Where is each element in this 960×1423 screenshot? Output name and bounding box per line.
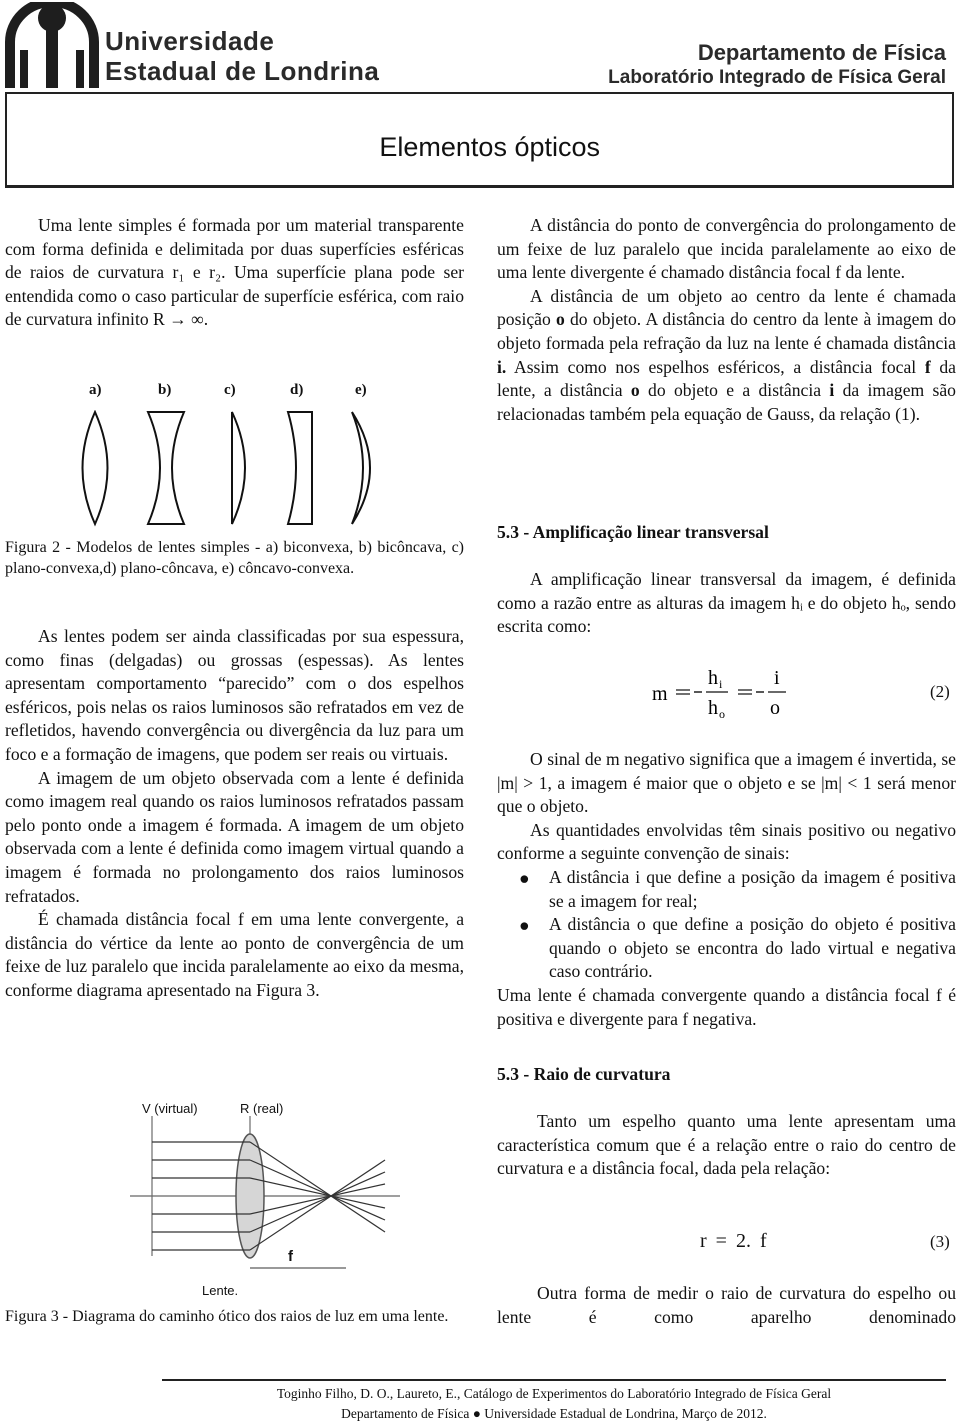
real-virtual-image-paragraph: A imagem de um objeto observada com a lente é definida como imagem real quando os raios luminosos refratados passam pelo ponto onde a imagem é formada. A imagem de um objeto observada com a lente é definida como imagem virtual quando a imagem é formada no prolongamento dos raios luminosos refratados. — [5, 767, 464, 906]
footer-department: Departamento de Física ● Universidade Estadual de Londrina, Março de 2012. — [341, 1406, 767, 1421]
plano-convex-lens — [232, 412, 245, 524]
lens-label-c: c) — [224, 382, 236, 398]
magnification-formula — [652, 664, 802, 724]
curvature-block — [497, 1110, 956, 1181]
left-column-body — [5, 625, 464, 1003]
university-name — [105, 26, 379, 86]
divergent-focal-paragraph: A distância do ponto de convergência do prolongamento de um feixe de luz paralelo que incida paralelamente ao eixo de uma lente divergente é chamado distância focal f da lente. — [497, 215, 956, 283]
bullet-icon: ● — [519, 867, 530, 888]
plano-concave-lens — [288, 412, 312, 524]
title-box — [5, 92, 954, 188]
page-title: Elementos ópticos — [379, 132, 600, 162]
footer-rule — [162, 1379, 946, 1381]
negative-m-paragraph: O sinal de m negativo significa que a imagem é invertida, se |m| > 1, a imagem é maior que o objeto e se |m| < 1 será menor que o objeto. — [497, 749, 956, 817]
virtual-label: V (virtual) — [142, 1101, 198, 1116]
left-column — [5, 214, 464, 332]
concave-convex-lens — [352, 412, 370, 524]
curvature-measure-block — [497, 1282, 956, 1329]
sign-convention-list — [497, 866, 956, 984]
university-line-1: Universidade — [105, 26, 275, 56]
amplification-block — [497, 568, 956, 639]
svg-text:h: h — [708, 697, 718, 719]
svg-text:o: o — [719, 707, 725, 721]
ray-diagram — [130, 1096, 410, 1302]
equation-2-number: (2) — [930, 682, 950, 701]
real-label: R (real) — [240, 1101, 284, 1116]
list-item: ● A distância o que define a posição do objeto é positiva quando o objeto se encontra do lado virtual e negativa caso contrário. — [519, 914, 956, 982]
svg-text:i: i — [719, 677, 723, 691]
lens-label-e: e) — [355, 382, 367, 398]
measure-paragraph: Outra forma de medir o raio de curvatura do espelho ou lente é como aparelho denominado — [497, 1283, 956, 1327]
svg-text:o: o — [770, 697, 780, 719]
curvature-paragraph: Tanto um espelho quanto uma lente apresentam uma característica comum que é a relação entre o raio do centro de curvatura e a distância focal, dada pela relação: — [497, 1111, 956, 1179]
department-name — [608, 40, 946, 90]
section-heading-amplification: 5.3 - Amplificação linear transversal — [497, 522, 769, 542]
amplification-paragraph: A amplificação linear transversal da imagem, é definida como a razão entre as alturas da imagem hᵢ e do objeto hₒ, sendo escrita como: — [497, 569, 956, 637]
right-column — [497, 214, 956, 426]
object-image-distance-paragraph: A distância de um objeto ao centro da lente é chamada posição o do objeto. A distância do centro da lente à imagem do objeto formada pela refração da luz na lente é chamada distância i. Assim como nos espelhos esféricos, a distância focal f da lente, a distância o do objeto e a distância i da imagem são relacionadas também pela equação de Gauss, da relação (1). — [497, 285, 956, 424]
footer-citation: Toginho Filho, D. O., Laureto, E., Catálogo de Experimentos do Laboratório Integrado de Física Geral — [276, 1386, 832, 1401]
uel-emblem-icon — [4, 2, 100, 88]
university-line-2: Estadual de Londrina — [105, 56, 380, 86]
focal-label: f — [288, 1248, 293, 1265]
convergent-lens — [236, 1134, 264, 1258]
svg-text:m: m — [652, 683, 668, 705]
figure-3-caption: Figura 3 - Diagrama do caminho ótico dos raios de luz em uma lente. — [5, 1308, 449, 1325]
lens-classification-paragraph: As lentes podem ser ainda classificadas por sua espessura, como finas (delgadas) ou grossas (espessas). As lentes apresentam comportamento “parecido” com o dos espelhos esféricos, pois nelas os raios luminosos são refratados em vez de refletidos, havendo convergência ou divergência da luz para um foco e a formação de imagens, que podem ser reais ou virtuais. — [5, 626, 464, 764]
figure-2 — [70, 378, 390, 528]
biconvex-lens — [83, 412, 108, 524]
dept-line-1: Departamento de Física — [697, 40, 946, 65]
focal-distance-paragraph: É chamada distância focal f em uma lente convergente, a distância do vértice da lente ao ponto de convergência de um feixe de luz paralelo que incida paralelamente ao eixo da mesma, conforme diagrama apresentado na Figura 3. — [5, 909, 464, 1000]
lens-label-d: d) — [290, 382, 304, 398]
sign-convention-block — [497, 748, 956, 1031]
figure-2-caption-block — [5, 537, 464, 579]
dept-line-2: Laboratório Integrado de Física Geral — [608, 67, 946, 88]
svg-text:i: i — [774, 667, 780, 689]
lens-caption-label: Lente. — [202, 1283, 239, 1298]
lens-definition-paragraph: Uma lente simples é formada por um material transparente com forma definida e delimitada por duas superfícies esféricas de raios de curvatura r₁ e r₂. Uma superfície plana pode ser entendida como o caso particular de superfície esférica, com raio de curvatura infinito R → ∞. — [5, 215, 464, 330]
section-heading-curvature: 5.3 - Raio de curvatura — [497, 1064, 671, 1084]
list-item: ● A distância i que define a posição da imagem é positiva se a imagem for real; — [519, 866, 956, 911]
bullet-icon: ● — [519, 915, 530, 936]
equation-3: r = 2. f — [700, 1230, 767, 1252]
lens-label-b: b) — [158, 382, 172, 398]
biconcave-lens — [148, 412, 184, 524]
figure-3-caption-block — [5, 1306, 464, 1327]
university-logo — [4, 2, 100, 88]
footer — [162, 1386, 946, 1422]
lens-shapes — [70, 410, 390, 528]
equation-3-number: (3) — [930, 1232, 950, 1251]
sign-convention-intro: As quantidades envolvidas têm sinais positivo ou negativo conforme a seguinte convenção de sinais: — [497, 819, 956, 864]
figure-3 — [130, 1096, 410, 1302]
figure-2-caption: Figura 2 - Modelos de lentes simples - a) biconvexa, b) bicôncava, c) plano-convexa,d) plano-côncava, e) côncavo-convexa. — [5, 539, 464, 577]
lens-label-a: a) — [89, 382, 102, 398]
convergent-divergent-paragraph: Uma lente é chamada convergente quando a distância focal f é positiva e divergente para f negativa. — [497, 984, 956, 1029]
svg-text:h: h — [708, 667, 718, 689]
equation-2 — [652, 664, 802, 724]
